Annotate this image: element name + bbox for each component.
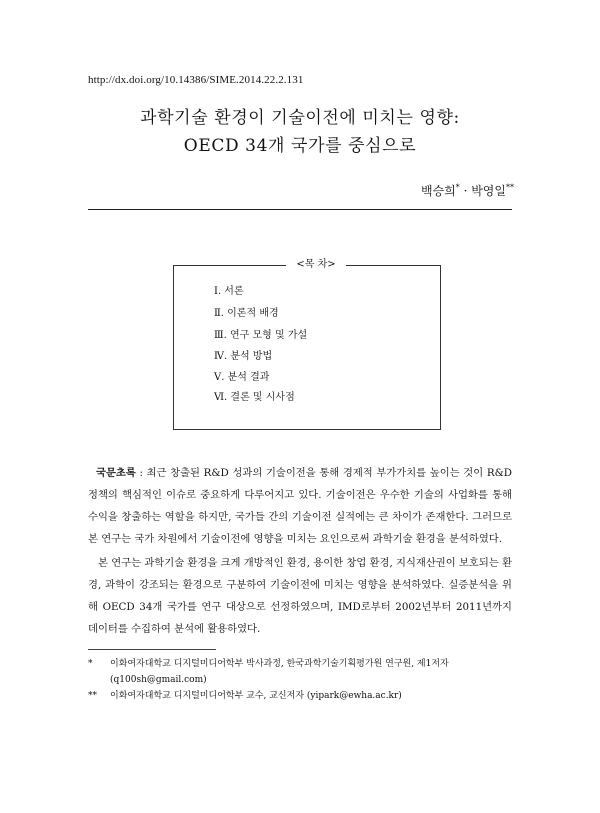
author-1: 백승희 bbox=[420, 184, 456, 198]
abstract-label-separator: : bbox=[135, 467, 147, 479]
header-divider bbox=[88, 209, 512, 210]
toc-heading: <목 차> bbox=[286, 257, 346, 273]
abstract-paragraph-2: 본 연구는 과학기술 환경을 크게 개방적인 환경, 용이한 창업 환경, 지식재산권이 보호되는 환경, 과학이 강조되는 환경으로 구분하여 기술이전에 미치는 영향을 분석하였다. 실증분석을 위해 OECD 34개 국가를 연구 대상으로 선정하였으며, IMD로부터 2002년부터 2011년까지 데이터를 수집하여 분석에 활용하였다. bbox=[88, 557, 512, 635]
toc-item: Ⅳ. 분석 방법 bbox=[214, 351, 273, 362]
abstract-text-1: 최근 창출된 R&D 성과의 기술이전을 통해 경제적 부가가치를 높이는 것이 R&D 정책의 핵심적인 이슈로 중요하게 다루어지고 있다. 기술이전은 우수한 기술의 사업화를 통해 수익을 창출하는 역할을 하지만, 국가들 간의 기술이전 실적에는 큰 차이가 존재한다. 그러므로 본 연구는 국가 차원에서 기술이전에 영향을 미치는 요인으로써 과학기술 환경을 분석하였다. bbox=[88, 467, 512, 545]
toc-item: Ⅱ. 이론적 배경 bbox=[214, 308, 279, 319]
title-line-2: OECD 34개 국가를 중심으로 bbox=[183, 136, 417, 156]
toc-item: Ⅴ. 분석 결과 bbox=[214, 372, 270, 383]
footnote-1 bbox=[88, 657, 518, 672]
footnote-divider bbox=[88, 649, 216, 650]
author-2: 박영일 bbox=[471, 184, 506, 198]
toc-item: Ⅲ. 연구 모형 및 가설 bbox=[214, 330, 308, 341]
title-line-1: 과학기술 환경이 기술이전에 미치는 영향: bbox=[140, 108, 460, 128]
abstract-label: 국문초록 bbox=[96, 467, 136, 479]
footnote-2-text: 이화여자대학교 디지털미디어학부 교수, 교신저자 (yipark@ewha.ac.kr) bbox=[110, 691, 402, 701]
author-list bbox=[421, 182, 514, 199]
abstract-paragraph-1 bbox=[88, 462, 512, 550]
toc-item: Ⅰ. 서론 bbox=[214, 286, 244, 297]
footnote-2 bbox=[88, 689, 518, 704]
footnote-2-mark: ** bbox=[88, 691, 97, 701]
footnote-1-mark: * bbox=[88, 659, 93, 669]
toc-item: Ⅵ. 결론 및 시사점 bbox=[214, 392, 295, 403]
author-1-mark: * bbox=[455, 183, 460, 192]
footnote-1-email: (q100sh@gmail.com) bbox=[110, 675, 207, 685]
author-separator: · bbox=[459, 184, 472, 198]
doi-link[interactable]: http://dx.doi.org/10.14386/SIME.2014.22.2.131 bbox=[88, 74, 304, 86]
footnote-1-text: 이화여자대학교 디지털미디어학부 박사과정, 한국과학기술기획평가원 연구원, 제1저자 bbox=[110, 659, 449, 669]
author-2-mark: ** bbox=[506, 183, 514, 192]
